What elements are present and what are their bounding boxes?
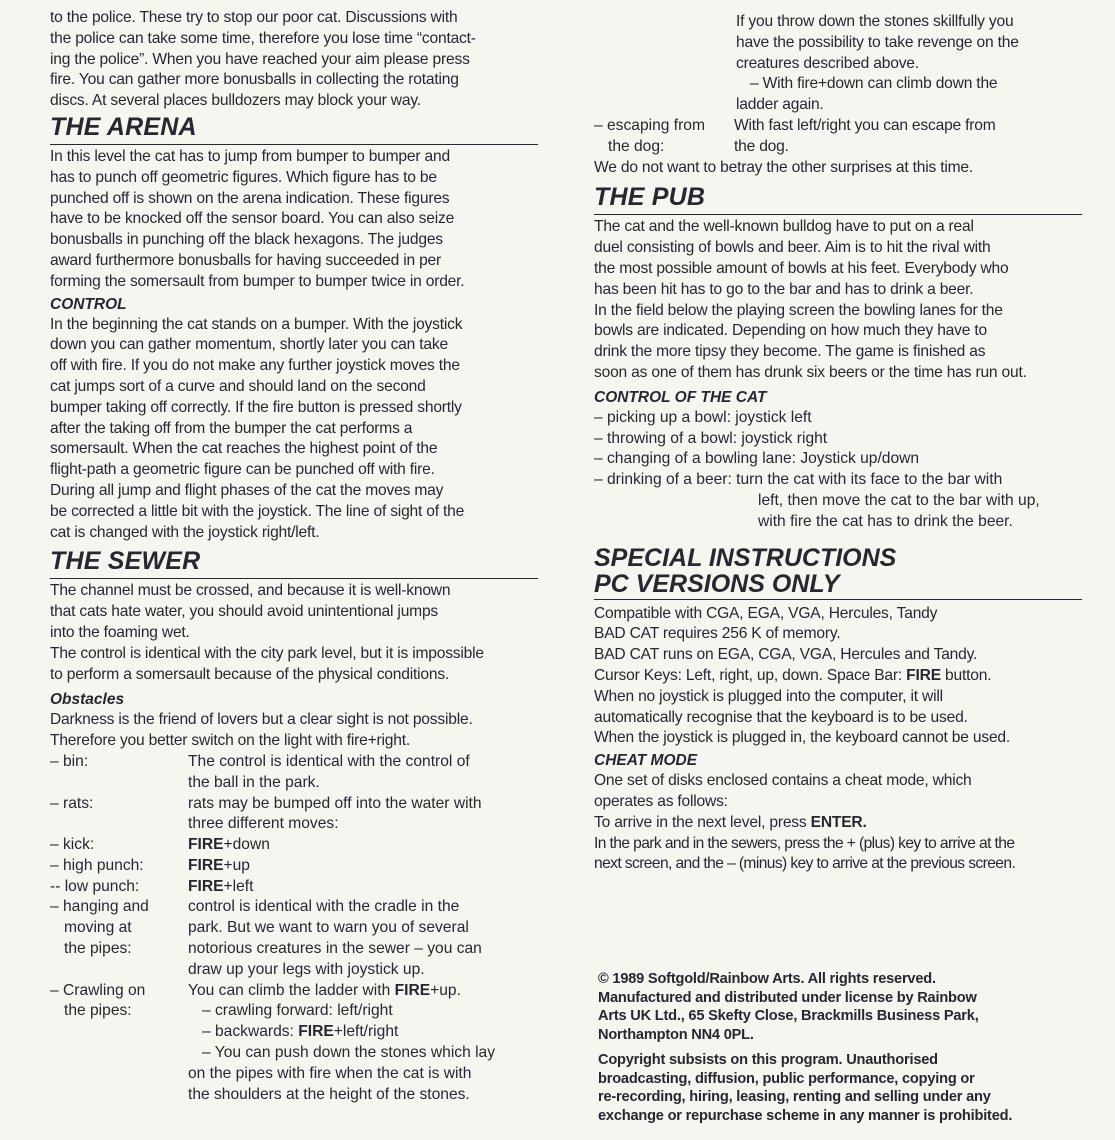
item-desc xyxy=(188,981,538,1106)
sewer-heading: THE SEWER xyxy=(50,546,538,579)
arena-paragraph xyxy=(50,147,538,293)
key-label: ENTER. xyxy=(810,813,867,831)
text-line xyxy=(188,981,538,1002)
list-item xyxy=(594,116,1082,158)
text-line: operates as follows: xyxy=(594,792,728,810)
item-desc xyxy=(188,856,538,877)
text-span: +up. xyxy=(430,981,461,999)
text-line: In the field below the playing screen the bowling lanes for the xyxy=(594,301,1003,319)
text-line: Therefore you better switch on the light with fire+right. xyxy=(50,732,411,750)
list-item xyxy=(50,752,538,794)
pub-heading: THE PUB xyxy=(594,182,1082,215)
text-line: drink the more tipsy they become. The game is finished as xyxy=(594,343,986,361)
text-line: Compatible with CGA, EGA, VGA, Hercules, Tandy xyxy=(594,604,938,622)
cat-control-heading: CONTROL OF THE CAT xyxy=(594,388,767,406)
cat-control-list xyxy=(594,408,1082,533)
text-span: button. xyxy=(940,666,992,684)
cheat-heading: CHEAT MODE xyxy=(594,752,698,770)
key-combo: +up xyxy=(223,856,250,874)
text-line: flight-path a geometric figure can be punched off with fire. xyxy=(50,461,435,479)
right-column xyxy=(594,12,1082,875)
text-line: bumper taking off correctly. If the fire button is pressed shortly xyxy=(50,398,462,416)
text-line: the police can take some time, therefore you lose time “contact- xyxy=(50,29,476,47)
list-item: – changing of a bowling lane: Joystick up/down xyxy=(594,450,920,468)
text-line: left, then move the cat to the bar with up, xyxy=(758,491,1040,509)
text-span: – backwards: xyxy=(202,1023,299,1041)
item-term xyxy=(50,981,188,1106)
list-item xyxy=(50,981,538,1106)
obstacles-paragraph xyxy=(50,710,538,752)
text-line: into the foaming wet. xyxy=(50,623,190,641)
text-line: cat jumps sort of a curve and should land on the second xyxy=(50,377,426,395)
text-span: +left/right xyxy=(333,1023,399,1041)
list-item xyxy=(50,856,538,877)
list-item xyxy=(50,877,538,898)
text-line: have the possibility to take revenge on the xyxy=(736,33,1019,51)
text-line: The channel must be crossed, and because it is well-known xyxy=(50,582,451,600)
text-line: control is identical with the cradle in the xyxy=(188,898,460,916)
text-line: If you throw down the stones skillfully you xyxy=(736,13,1014,30)
text-line: be corrected a little bit with the joystick. The line of sight of the xyxy=(50,502,465,520)
text-span: You can climb the ladder with xyxy=(188,981,395,999)
text-line: moving at xyxy=(64,919,132,937)
text-line: One set of disks enclosed contains a cheat mode, which xyxy=(594,772,972,790)
text-line xyxy=(594,813,1082,834)
text-line: with fire the cat has to drink the beer. xyxy=(758,512,1013,530)
pub-paragraph xyxy=(594,217,1082,383)
text-line xyxy=(188,1022,538,1043)
item-term: – rats: xyxy=(50,794,94,812)
text-line: In the park and in the sewers, press the + (plus) key to arrive at the xyxy=(594,834,1015,852)
item-desc xyxy=(188,877,538,898)
text-line: after the taking off from the bumper the cat performs a xyxy=(50,419,413,437)
text-line: has to punch off geometric figures. Which figure has to be xyxy=(50,168,437,186)
text-line: Manufactured and distributed under license by Rainbow xyxy=(598,989,977,1006)
sewer-continued xyxy=(594,12,1082,116)
control-heading: CONTROL xyxy=(50,295,127,313)
left-column xyxy=(50,8,538,1105)
item-desc xyxy=(188,835,538,856)
text-line: creatures described above. xyxy=(736,54,919,72)
list-item xyxy=(50,897,538,980)
list-item xyxy=(50,794,538,836)
text-line: to the police. These try to stop our poor cat. Discussions with xyxy=(50,9,458,26)
special-paragraph xyxy=(594,604,1082,750)
text-line: ladder again. xyxy=(736,96,824,114)
text-line: ing the police”. When you have reached your aim please press xyxy=(50,50,470,68)
text-line: re-recording, hiring, leasing, renting and selling under any xyxy=(598,1089,991,1106)
heading-line: SPECIAL INSTRUCTIONS xyxy=(594,543,897,572)
text-line: When the joystick is plugged in, the keyboard cannot be used. xyxy=(594,729,1011,747)
copyright-block xyxy=(598,970,1088,1126)
text-line: the pipes: xyxy=(64,940,132,958)
item-desc xyxy=(188,794,538,836)
obstacles-list xyxy=(50,752,538,1106)
heading-line: PC VERSIONS ONLY xyxy=(594,569,840,598)
key-label: FIRE xyxy=(188,877,224,895)
text-line: During all jump and flight phases of the cat the moves may xyxy=(50,481,444,499)
key-label: FIRE xyxy=(188,856,224,874)
text-line: discs. At several places bulldozers may block your way. xyxy=(50,92,421,110)
text-line: cat is changed with the joystick right/left. xyxy=(50,523,320,541)
text-line: notorious creatures in the sewer – you can xyxy=(188,940,482,958)
text-line: draw up your legs with joystick up. xyxy=(188,960,425,978)
text-line: three different moves: xyxy=(188,815,339,833)
text-line: has been hit has to go to the bar and has to drink a beer. xyxy=(594,280,974,298)
text-line: rats may be bumped off into the water with xyxy=(188,794,482,812)
text-line: Copyright subsists on this program. Unauthorised xyxy=(598,1051,938,1068)
text-line: exchange or repurchase scheme in any manner is prohibited. xyxy=(598,1107,1013,1124)
text-line: somersault. When the cat reaches the highest point of the xyxy=(50,440,438,458)
text-line: We do not want to betray the other surprises at this time. xyxy=(594,158,974,176)
key-label: FIRE xyxy=(298,1023,334,1041)
item-term: – high punch: xyxy=(50,856,144,874)
text-line: – escaping from xyxy=(594,116,705,134)
text-line: The cat and the well-known bulldog have to put on a real xyxy=(594,218,974,236)
text-line: on the pipes with fire when the cat is with xyxy=(188,1064,472,1082)
text-line: In this level the cat has to jump from bumper to bumper and xyxy=(50,147,450,165)
text-line: park. But we want to warn you of several xyxy=(188,919,469,937)
text-line: award furthermore bonusballs for having succeeded in per xyxy=(50,251,442,269)
text-line: Northampton NN4 0PL. xyxy=(598,1027,754,1044)
list-item xyxy=(50,835,538,856)
text-line: – hanging and xyxy=(50,898,149,916)
text-line: the dog. xyxy=(734,137,789,155)
text-line: the pipes: xyxy=(64,1002,132,1020)
text-line: © 1989 Softgold/Rainbow Arts. All rights reserved. xyxy=(598,971,936,987)
text-line: In the beginning the cat stands on a bumper. With the joystick xyxy=(50,315,463,333)
key-combo: +down xyxy=(223,836,270,854)
text-span: To arrive in the next level, press xyxy=(594,813,811,831)
key-label: FIRE xyxy=(188,836,224,854)
text-line: duel consisting of bowls and beer. Aim is to hit the rival with xyxy=(594,239,991,257)
text-line: have to be knocked off the sensor board. You can also seize xyxy=(50,210,455,228)
text-line: – With fire+down can climb down the xyxy=(750,75,998,93)
text-line: BAD CAT requires 256 K of memory. xyxy=(594,625,841,643)
cheat-paragraph xyxy=(594,771,1082,875)
text-line: the shoulders at the height of the stones. xyxy=(188,1085,470,1103)
text-line: bonusballs in punching off the black hexagons. The judges xyxy=(50,231,443,249)
text-line: down you can gather momentum, shortly later you can take xyxy=(50,336,448,354)
obstacles-heading: Obstacles xyxy=(50,691,125,709)
list-item: – throwing of a bowl: joystick right xyxy=(594,429,828,447)
text-line: The control is identical with the control of xyxy=(188,752,470,770)
text-line: the dog: xyxy=(608,137,665,155)
text-line: – Crawling on xyxy=(50,981,146,999)
text-line: The control is identical with the city park level, but it is impossible xyxy=(50,644,484,662)
text-line xyxy=(594,666,1082,687)
text-line: When no joystick is plugged into the computer, it will xyxy=(594,687,943,705)
item-term: – kick: xyxy=(50,836,95,854)
text-line: the ball in the park. xyxy=(188,773,320,791)
text-span: Cursor Keys: Left, right, up, down. Space Bar: xyxy=(594,666,907,684)
key-label: FIRE xyxy=(906,666,941,684)
text-line: soon as one of them has drunk six beers or the time has run out. xyxy=(594,363,1027,381)
text-line: BAD CAT runs on EGA, CGA, VGA, Hercules and Tandy. xyxy=(594,646,978,664)
text-line: automatically recognise that the keyboard is to be used. xyxy=(594,708,968,726)
text-line: to perform a somersault because of the physical conditions. xyxy=(50,665,450,683)
text-line: next screen, and the – (minus) key to arrive at the previous screen. xyxy=(594,855,1016,873)
item-desc xyxy=(188,752,538,794)
intro-paragraph xyxy=(50,8,538,112)
list-item: – drinking of a beer: turn the cat with its face to the bar with xyxy=(594,471,1003,489)
text-line: Darkness is the friend of lovers but a clear sight is not possible. xyxy=(50,711,473,729)
text-line: the most possible amount of bowls at his feet. Everybody who xyxy=(594,259,1009,277)
text-line: – crawling forward: left/right xyxy=(202,1002,393,1020)
text-line: – You can push down the stones which lay xyxy=(202,1044,496,1062)
text-line: fire. You can gather more bonusballs in collecting the rotating xyxy=(50,71,459,89)
item-term xyxy=(50,897,188,980)
text-line: bowls are indicated. Depending on how much they have to xyxy=(594,322,987,340)
list-item: – picking up a bowl: joystick left xyxy=(594,408,812,426)
page-fold xyxy=(557,0,558,1140)
text-line: With fast left/right you can escape from xyxy=(734,116,996,134)
text-line: off with fire. If you do not make any further joystick moves the xyxy=(50,357,460,375)
sewer-paragraph xyxy=(50,581,538,685)
control-paragraph xyxy=(50,315,538,544)
item-term xyxy=(594,116,734,158)
item-term: – bin: xyxy=(50,752,89,770)
item-desc xyxy=(188,897,538,980)
item-desc xyxy=(734,116,1082,158)
key-combo: +left xyxy=(223,877,254,895)
text-line: punched off is shown on the arena indication. These figures xyxy=(50,189,450,207)
text-line: Arts UK Ltd., 65 Skefty Close, Brackmills Business Park, xyxy=(598,1008,979,1025)
arena-heading: THE ARENA xyxy=(50,112,538,145)
text-line: forming the somersault from bumper to bumper twice in order. xyxy=(50,272,465,290)
key-label: FIRE xyxy=(394,981,431,999)
item-term: -- low punch: xyxy=(50,877,140,895)
text-line: that cats hate water, you should avoid unintentional jumps xyxy=(50,603,439,621)
text-line: broadcasting, diffusion, public performance, copying or xyxy=(598,1070,975,1087)
special-heading xyxy=(594,545,1082,600)
